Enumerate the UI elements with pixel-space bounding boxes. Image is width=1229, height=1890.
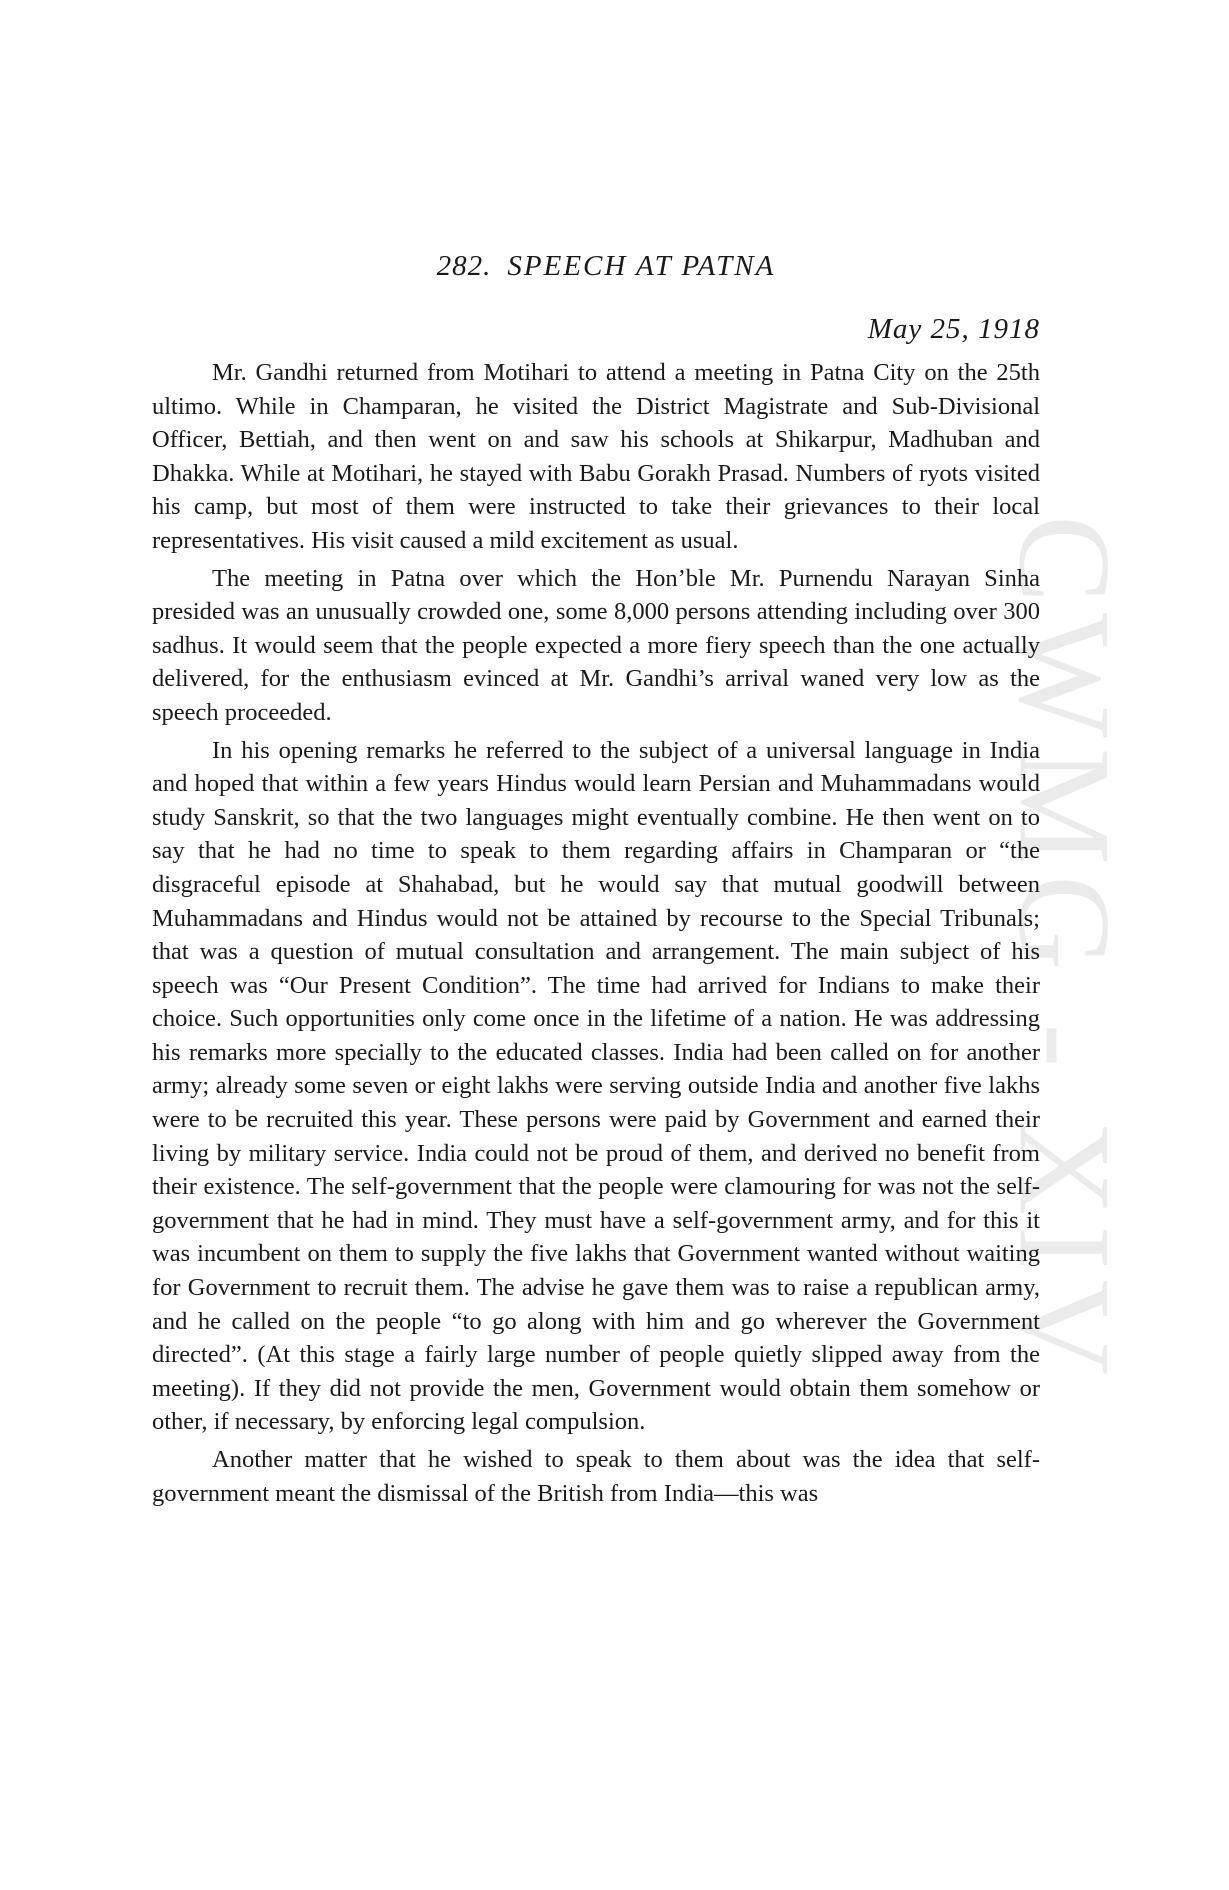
paragraph: Another matter that he wished to speak to them about was the idea that self-government meant the dismissal of the British from India—this was (152, 1446, 1040, 1507)
document-body (152, 356, 1040, 1510)
document-heading (152, 250, 1040, 283)
heading-number: 282. (436, 250, 492, 282)
paragraph: In his opening remarks he referred to the subject of a universal language in India and hoped that within a few years Hindus would learn Persian and Muhammadans would study Sanskrit, so that the two languages might eventually combine. He then went on to say that he had no time to speak to them regarding affairs in Champaran or “the disgraceful episode at Shahabad, but he would say that mutual goodwill between Muhammadans and Hindus would not be attained by recourse to the Special Tribunals; that was a question of mutual consultation and arrangement. The main subject of his speech was “Our Present Condition”. The time had arrived for Indians to make their choice. Such opportunities only come once in the lifetime of a nation. He was addressing his remarks more specially to the educated classes. India had been called on for another army; already some seven or eight lakhs were serving outside India and another five lakhs were to be recruited this year. These persons were paid by Government and earned their living by military service. India could not be proud of them, and derived no benefit from their existence. The self-government that the people were clamouring for was not the self-government that he had in mind. They must have a self-government army, and for this it was incumbent on them to supply the five lakhs that Government wanted without waiting for Government to recruit them. The advise he gave them was to raise a republican army, and he called on the people “to go along with him and go wherever the Government directed”. (At this stage a fairly large number of people quietly slipped away from the meeting). If they did not provide the men, Government would obtain them somehow or other, if necessary, by enforcing legal compulsion. (152, 736, 1040, 1436)
paragraph: Mr. Gandhi returned from Motihari to attend a meeting in Patna City on the 25th ultimo. While in Champaran, he visited the District Magistrate and Sub-Divisional Officer, Bettiah, and then went on and saw his schools at Shikarpur, Madhuban and Dhakka. While at Motihari, he stayed with Babu Gorakh Prasad. Numbers of ryots visited his camp, but most of them were instructed to take their grievances to their local representatives. His visit caused a mild excitement as usual. (152, 359, 1040, 554)
document-date: May 25, 1918 (867, 313, 1040, 345)
paragraph: The meeting in Patna over which the Hon’ble Mr. Purnendu Narayan Sinha presided was an unusually crowded one, some 8,000 persons attending including over 300 sadhus. It would seem that the people expected a more fiery speech than the one actually delivered, for the enthusiasm evinced at Mr. Gandhi’s arrival waned very low as the speech proceeded. (152, 564, 1040, 726)
watermark-text: CWMG - XIV (991, 515, 1139, 1385)
heading-title: SPEECH AT PATNA (507, 250, 776, 282)
